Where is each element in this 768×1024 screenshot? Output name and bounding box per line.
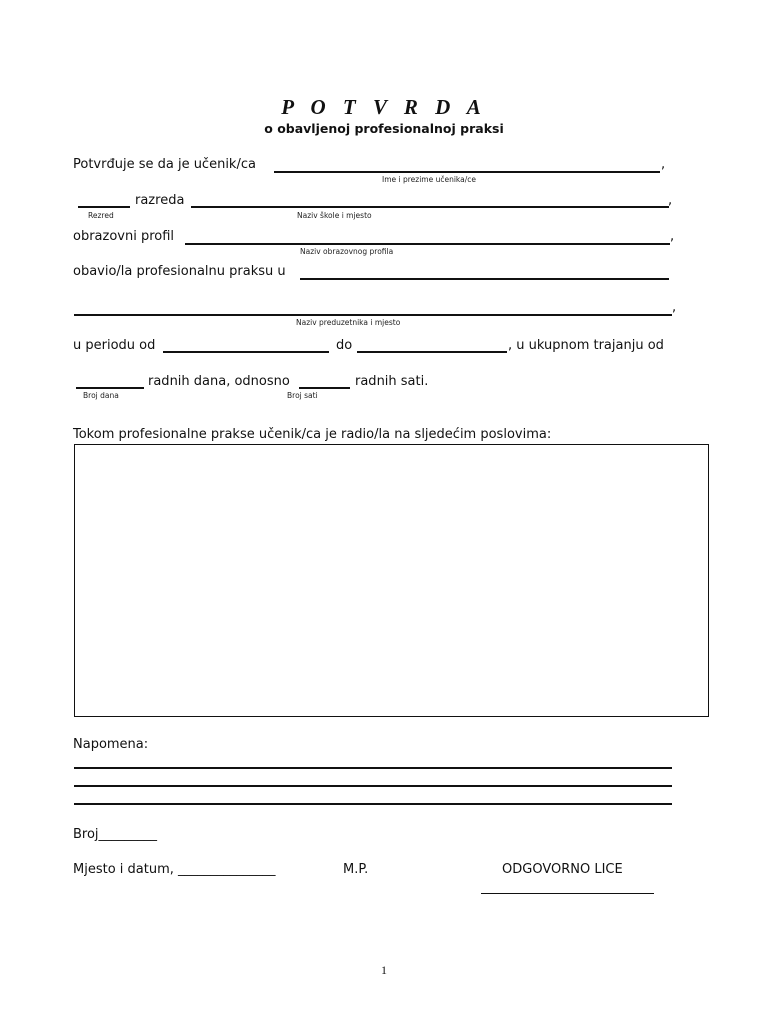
duration-label: , u ukupnom trajanju od	[508, 338, 664, 353]
document-subtitle: o obavljenoj profesionalnoj praksi	[264, 121, 504, 136]
period-from-field[interactable]	[163, 351, 329, 353]
company-field-continued[interactable]	[74, 314, 672, 316]
profile-field[interactable]	[185, 243, 670, 245]
comma: ,	[661, 157, 666, 172]
place-date-field[interactable]: Mjesto i datum, _______________	[73, 862, 276, 877]
class-caption: Rezred	[88, 211, 114, 220]
school-field[interactable]	[191, 206, 669, 208]
period-from-label: u periodu od	[73, 338, 156, 353]
company-field[interactable]	[300, 278, 669, 280]
period-to-label: do	[336, 338, 353, 353]
duties-textbox[interactable]	[74, 444, 709, 717]
class-label: razreda	[135, 193, 185, 208]
comma: ,	[670, 229, 675, 244]
student-label: Potvrđuje se da je učenik/ca	[73, 157, 256, 172]
responsible-person-label: ODGOVORNO LICE	[502, 862, 623, 877]
hours-label: radnih sati.	[355, 374, 429, 389]
number-field[interactable]: Broj_________	[73, 827, 158, 842]
note-line-3[interactable]	[74, 803, 672, 805]
duties-label: Tokom profesionalne prakse učenik/ca je radio/la na sljedećim poslovima:	[73, 427, 552, 442]
comma: ,	[672, 300, 677, 315]
practice-label: obavio/la profesionalnu praksu u	[73, 264, 286, 279]
school-caption: Naziv škole i mjesto	[297, 211, 372, 220]
days-field[interactable]	[76, 387, 144, 389]
note-line-2[interactable]	[74, 785, 672, 787]
student-name-caption: Ime i prezime učenika/ce	[382, 175, 477, 184]
period-to-field[interactable]	[357, 351, 507, 353]
days-caption: Broj dana	[83, 391, 119, 400]
company-caption: Naziv preduzetnika i mjesto	[296, 318, 401, 327]
signature-line[interactable]	[481, 893, 654, 894]
page-number: 1	[381, 963, 387, 977]
hours-field[interactable]	[299, 387, 350, 389]
note-line-1[interactable]	[74, 767, 672, 769]
comma: ,	[668, 193, 673, 208]
note-label: Napomena:	[73, 737, 149, 752]
days-label: radnih dana, odnosno	[148, 374, 290, 389]
class-field[interactable]	[78, 206, 130, 208]
hours-caption: Broj sati	[287, 391, 318, 400]
profile-caption: Naziv obrazovnog profila	[300, 247, 394, 256]
document-title: P O T V R D A	[281, 95, 487, 119]
stamp-label: M.P.	[343, 862, 369, 877]
profile-label: obrazovni profil	[73, 229, 175, 244]
student-name-field[interactable]	[274, 171, 660, 173]
